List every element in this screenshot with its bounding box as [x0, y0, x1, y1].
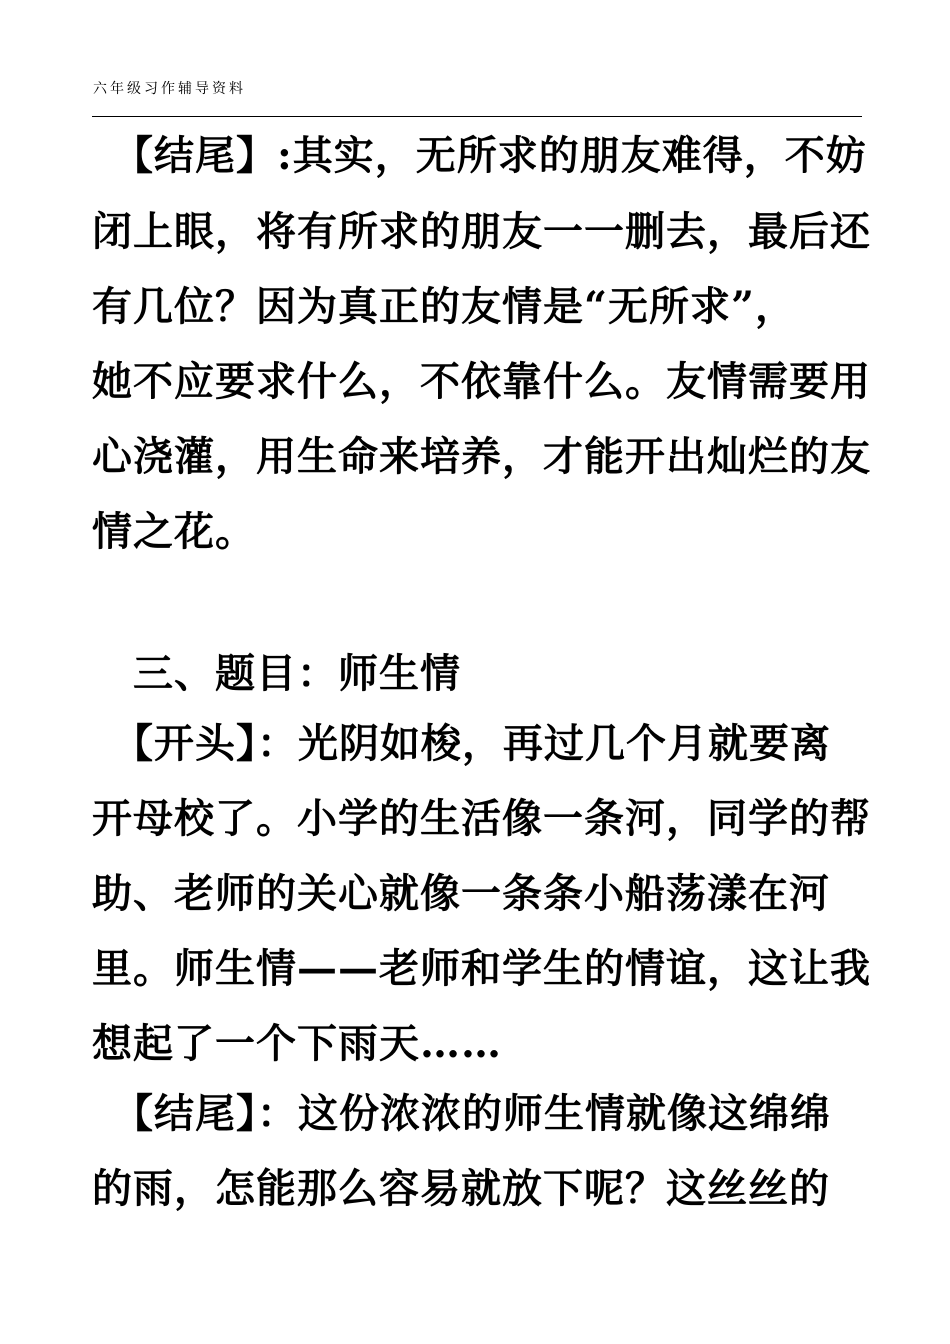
- text-line-4: 她不应要求什么，不依靠什么。友情需要用: [92, 358, 871, 405]
- text-line-11: 里。师生情——老师和学生的情谊，这让我: [92, 945, 871, 992]
- text-line-2: 闭上眼，将有所求的朋友一一删去，最后还: [92, 208, 871, 255]
- text-line-6: 情之花。: [92, 508, 256, 555]
- text-line-8: 【开头】：光阴如梭，再过几个月就要离: [92, 720, 831, 767]
- text-line-12: 想起了一个下雨天……: [92, 1020, 502, 1067]
- text-line-3: 有几位？因为真正的友情是“无所求”，: [92, 283, 797, 330]
- page-header-title: 六年级习作辅导资料: [93, 81, 246, 97]
- text-line-9: 开母校了。小学的生活像一条河，同学的帮: [92, 795, 871, 842]
- text-line-1: 【结尾】:其实，无所求的朋友难得，不妨: [92, 132, 867, 179]
- text-line-10: 助、老师的关心就像一条条小船荡漾在河: [92, 870, 830, 917]
- text-line-13: 【结尾】：这份浓浓的师生情就像这绵绵: [92, 1090, 831, 1137]
- header-divider: [92, 116, 862, 117]
- text-line-5: 心浇灌，用生命来培养，才能开出灿烂的友: [92, 433, 871, 480]
- section-heading: 三、题目：师生情: [92, 650, 461, 697]
- text-line-14: 的雨，怎能那么容易就放下呢？这丝丝的: [92, 1165, 830, 1212]
